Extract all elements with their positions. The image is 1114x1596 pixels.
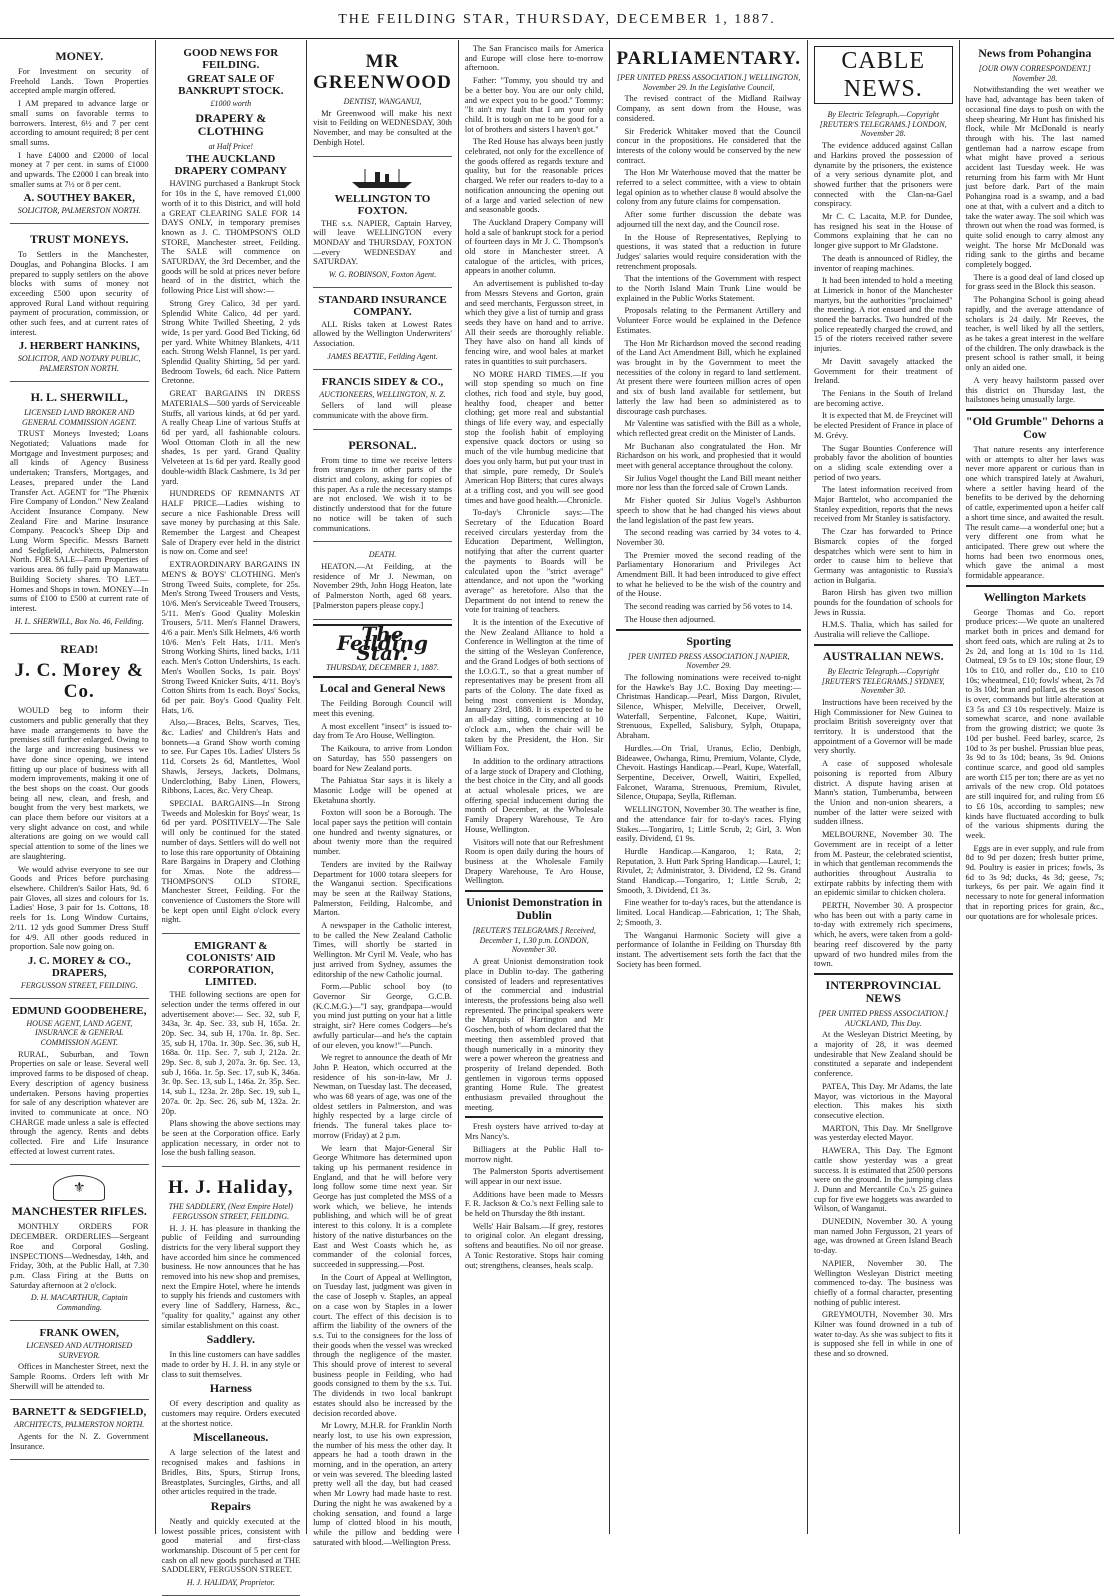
news-item: Tenders are invited by the Railway Department for 1000 totara sleepers for the Wanganui section. Specifications may be seen at the Railway Stations, Palmerston, Feilding, Halcombe, and Marton. [313, 859, 452, 918]
news-item: In the House of Representatives, Replying to questions, it was stated that a reduction in future Judges' salaries would require consideration with the retrenchment proposals. [616, 232, 801, 271]
ad-greenwood [313, 44, 452, 157]
news-item: The Fenians in the South of Ireland are becoming active. [813, 388, 953, 408]
ad-sherwill [10, 385, 149, 634]
ad-heading: MONEY. [55, 49, 104, 63]
ad-heading: EMIGRANT & COLONISTS' AID CORPORATION, LIMITED. [186, 940, 276, 989]
news-item: The Sugar Bounties Conference will probably favor the abolition of bounties on a sliding scale extending over a period of two years. [813, 443, 953, 482]
news-item: NO MORE HARD TIMES.—If you will stop spending so much on fine clothes, rich food and style, buy good, healthy food, cheaper and better clothing; get more real and substantial things of life every way, and especially stop the foolish habit of employing expensive quack doctors or using so much of the vile humbug medicine that does you only harm, but put your trust in that simple, pure remedy, Dr Soule's American Hop Bitters; that cures always at a trifling cost, and you will see good times and have good health.—Chronicle. [464, 369, 604, 505]
ad-auckland-drapery [162, 44, 301, 934]
ad-text: Agents for the N. Z. Government Insurance. [10, 1432, 149, 1451]
ad-heading: Repairs [210, 1498, 251, 1513]
ad-text: TRUST Moneys Invested; Loans Negotiated; Valuations made for Mortgage and Investment purposes; and all kinds of Agency Business undertaken; Transfers, Mortgages, and Leases, prepared under the Land Transfer Act. AGENT for "The Phœnix Fire Company of London." New Zealand Accident Insurance Company. New Zealand Fire and Marine Insurance Company. Peacock's Sheep Dip and Lung Worm Specific. Messrs Barnett and Sedgfield, Architects, Palmerston North. FOR SALE—Farm Properties of various area. 86 fully paid up Manawatu Building Society shares. TO LET—Homes and Shops in town. MONEY—In sums of £100 to £500 at current rate of interest. [10, 429, 149, 613]
news-item: That the intentions of the Government with respect to the North Island Main Trunk Line would be explained in the Public Works Statement. [616, 274, 801, 303]
news-item: The second reading was carried by 34 votes to 4. November 30. [616, 528, 801, 547]
notice-text: HEATON.—At Feilding, at the residence of Mr J. Newman, on November 29th, John Hogg Heaton, late of Palmerston North, aged 68 years. [Palmerston papers please copy.] [313, 561, 452, 610]
news-item: The Red House has always been justly celebrated, not only for the excellence of the goods offered as regards texture and quality, but for the reasonable prices charged. We refer our readers to-day to a notification announcing the opening out of a large and varied selection of new and seasonable goods. [464, 137, 604, 215]
news-item: GREYMOUTH, November 30. Mrs Kilner was found drowned in a tub of water to-day. As she was subject to fits it is supposed she fell in while in one of these and so drowned. [813, 1310, 953, 1359]
section-heading: Wellington Markets [983, 589, 1086, 604]
news-item: Mr Lowry, M.H.R. for Franklin North nearly lost, to use his own expression, the number of his mess the other day. It appears he had a tooth drawn in the morning, and in the operation, an artery or vein was severed. The bleeding lasted pretty well all the day, but had ceased when Mr Lowry had made haste to rest. During the night he was awakened by a choking sensation, and found a large lump of clotted blood in his mouth, while the pillow and bedding were saturated with blood.—Wellington Press. [313, 1421, 452, 1547]
ad-heading: FRANCIS SIDEY & CO., [321, 375, 444, 388]
news-item: Eggs are in ever supply, and rule from 8d to 9d per dozen; fresh butter prime, 9d. Poultry is easier in prices; fowls, 3s 6d to 3s 9d; ducks, 4s 3d; geese, 7s; turkeys, 6s per pair. We again find it necessary to note for general information that in reporting prices for grain, &c., our quotations are for wholesale prices. [965, 843, 1105, 921]
divider [966, 585, 1105, 587]
news-item: Baron Hirsh has given two million pounds for the foundation of schools for Jews in Russia. [813, 588, 953, 617]
ad-subheading: AUCTIONEERS, WELLINGTON, N. Z. [319, 389, 446, 399]
divider [465, 890, 604, 892]
news-item: We regret to announce the death of Mr John P. Heaton, which occurred at the residence of his son-in-law, Mr J. Newman, on Tuesday last. The deceased, who was 68 years of age, was one of the oldest settlers in Palmerston, and was highly respected by a large circle of friends. The funeral takes place to-morrow (Friday) at 2 p.m. [313, 1053, 452, 1140]
section-heading: AUSTRALIAN NEWS. [822, 648, 944, 663]
ad-text: THE s.s. NAPIER, Captain Harvey, will leave WELLINGTON every MONDAY and THURSDAY, FOXTON—every WEDNESDAY and SATURDAY. [313, 218, 452, 267]
news-item: The Wanganui Harmonic Society will give a performance of Iolanthe in Feilding on Thursday 8th instant. The advertisement sets forth the fact that the Society has been formed. [616, 930, 801, 969]
ad-heading: Saddlery. [206, 1332, 255, 1347]
news-item: The Premier moved the second reading of the Parliamentary Honorarium and Privileges Act Amendment Bill. It had been introduced to give effect to what he believed to be the wish of the country and of the House. [616, 550, 801, 599]
news-item: The Czar has forwarded to Prince Bismarck copies of the forged despatches which were sent to him in order to cause him to believe that Germany was antagonistic to Russia's action in Bulgaria. [813, 527, 953, 585]
news-item: The evidence adduced against Callan and Harkins proved the possession of dynamite by the prisoners, the existence of a very serious dynamite plot, and showed further that the prisoners were connected with the Clan-na-Gael conspiracy. [813, 141, 953, 209]
ad-text: Also,—Braces, Belts, Scarves, Ties, &c. Ladies' and Children's Hats and bonnets—a Grand Show worth coming to see. Fur Capes 10s. Ladies' Ulsters 5s 11d. Corsets 2s 6d, Mantlettes, Wool Shawls, Jerseys, Jackets, Dolmans, Underclothing, Baby Linen, Flowers, Ribbons, Laces, &c. Very Cheap. [161, 718, 301, 796]
column-6 [808, 40, 960, 1534]
news-item: To-day's Chronicle says:—The Secretary of the Education Board received circulars yesterday from the Education Department, Wellington, notifying that after the current quarter the payments to Boards will be calculated upon the "strict average" attendance, and not upon the "working average" as heretofore. Also that the Department do not intend to renew the vote for training of teachers. [464, 508, 604, 615]
divider [966, 409, 1105, 411]
news-item: The Hon Mr Waterhouse moved that the matter be referred to a select committee, with a view to obtain legal opinion as to whether clause 8 would absolve the colony from any future claims for compensation. [616, 168, 801, 207]
news-item: It is expected that M. de Freycinet will be elected President of France in place of M. Grévy. [813, 411, 953, 440]
divider [616, 629, 801, 631]
news-item: H.M.S. Thalia, which has sailed for Australia will relieve the Calliope. [813, 620, 953, 640]
ad-heading: H. L. SHERWILL, [30, 389, 128, 404]
news-item: PATEA, This Day. Mr Adams, the late Mayor, was victorious in the Mayoral election. This makes his sixth consecutive election. [813, 1081, 953, 1120]
ad-text: GREAT BARGAINS IN DRESS MATERIALS—500 yards of Serviceable Stuffs, all various kinds, at 6d per yard. A really Cheap Line of various Stuffs at 6d per yard, all fashionable colours. Wool Ottoman Cloth in all the new shades, 1s per yard. Grand Quality Velveteen at 1s 6d per yard. Really good double-width Black Cashmere, 1s 3d per yard. [161, 389, 301, 486]
ad-text: HAVING purchased a Bankrupt Stock for 10s in the £, have removed £1,000 worth of it to this District, and will hold a GREAT CLEARING SALE FOR 14 DAYS ONLY, in temporary premises known as J. C. THOMPSON'S OLD STORE, Manchester street, Feilding. The SALE will commence on SATURDAY, the 3rd December, and the goods will be sold at prices never before heard of in the district, which the following Price List will show:— [161, 179, 301, 296]
column-7 [960, 40, 1111, 1534]
ad-text: MONTHLY ORDERS FOR DECEMBER. ORDERLIES—Sergeant Roe and Corporal Gosling. INSPECTIONS—Wednesday, 14th, and Friday, 30th, at the Public Hall, at 7.30 p.m. Class Firing at the Butts on Saturday afternoon at 2 o'clock. [10, 1222, 149, 1290]
divider [313, 676, 452, 678]
news-item: In the Court of Appeal at Wellington, on Tuesday last, judgment was given in the case of Joseph v. Staples, an appeal on a case won by Staples in a lower court. The effect of this decision is to affirm the liability of the owners of the s.s. Tui to the consignees for the loss of their goods when the vessel was wrecked through the negligence of the master. This should prove of interest to several business people in Feilding, who had goods consigned to them by the s.s. Tui. The dividends in two local bankrupt estates should also be increased by the decision recorded above. [313, 1272, 452, 1418]
ad-advertiser: EDMUND GOODBEHERE, [12, 1004, 147, 1017]
news-item: It is the intention of the Executive of the New Zealand Alliance to hold a Conference in Wellington at the time of the sitting of the Wesleyan Conference, and the Grand Lodges of both sections of the I.O.G.T., so that a great number of representatives may be present from all parts of the Colony. The date fixed as being most convenient is Monday, January 23rd, 1888. It is expected to be an all-day sitting, commencing at 10 o'clock a.m., when the chair will be taken by the President, the Hon. Sir William Fox. [464, 618, 604, 754]
ad-text: I AM prepared to advance large or small sums on favorable terms to borrowers. Interest, 6½ and 7 per cent according to amount required; 8 per cent small sums. [10, 99, 149, 147]
news-item: The Pahiatua Star says it is likely a Masonic Lodge will be opened at Eketahuna shortly. [313, 776, 452, 805]
section-heading: CABLE NEWS. [814, 46, 953, 104]
column-1 [4, 40, 156, 1534]
news-item: An advertisement is published to-day from Messrs Stevens and Gorton, grain and seed merchants, Fergusson street, in which they give a list of turnip and grass seeds they have on hand and to arrive. All their seeds are thoroughly reliable. They have also on hand all kinds of fencing wire, and wool bales at market rates in quantities to suit purchasers. [464, 279, 604, 366]
ad-steamer [313, 160, 452, 288]
divider [465, 1116, 604, 1118]
ad-heading: STANDARD INSURANCE COMPANY. [318, 293, 447, 318]
news-item: After some further discussion the debate was adjourned till the next day, and the Council rose. [616, 210, 801, 229]
news-item: The Palmerston Sports advertisement will appear in our next issue. [464, 1167, 604, 1186]
news-item: The Feilding Borough Council will meet this evening. [313, 699, 452, 719]
news-item: Sir Frederick Whitaker moved that the Council concur in the propositions. He considered that the interests of the colony would be conserved by the new contract. [616, 126, 801, 165]
ad-text: I have £4000 and £2000 of local money at 7 per cent. in sums of £1000 and upwards. The £2000 I can break into smaller sums at 7½ or 8 per cent. [10, 150, 149, 189]
ad-signature: W. G. ROBINSON, Foxton Agent. [328, 270, 437, 280]
newspaper-nameplate: The Feilding Star. [336, 621, 429, 665]
section-subheading: [OUR OWN CORRESPONDENT.] November 28. [978, 64, 1091, 83]
news-item: DUNEDIN, November 30. A young man named John Fergusson, 21 years of age, was drowned at Green Island Beach to-day. [813, 1217, 953, 1256]
column-2 [156, 40, 308, 1588]
section-subheading: [REUTER'S TELEGRAMS.] Received, December 1, 1.30 p.m. LONDON, November 30. [472, 926, 596, 955]
ad-sidey [313, 373, 452, 430]
ad-heading: TRUST MONEYS. [30, 232, 129, 247]
news-item: The revised contract of the Midland Railway Company, as sent down from the House, was considered. [616, 94, 801, 123]
news-item: Mr Davitt savagely attacked the Government for their treatment of Ireland. [813, 356, 953, 386]
ad-advertiser: J. HERBERT HANKINS, [18, 340, 140, 353]
ad-advertiser: J. C. Morey & Co. [14, 660, 144, 703]
news-item: HAWERA, This Day. The Egmont cattle show yesterday was a great success. It is estimated that 2500 persons were on the ground. In the jumping class J. Dunn and Mercantile Co.'s 25 guinea cup for five ewe hoggets was awarded to Wilson, of Wanganui. [813, 1146, 953, 1214]
ad-heading: Miscellaneous. [193, 1430, 269, 1445]
masthead-title: THE FEILDING STAR, THURSDAY, DECEMBER 1, 1887. [338, 12, 776, 27]
ad-text: Neatly and quickly executed at the lowest possible prices, consistent with good material and first-class workmanship. Discount of 5 per cent for cash on all new goods purchased at THE SADDLERY, FERGUSSON STREET. [161, 1516, 301, 1575]
ad-heading: MANCHESTER RIFLES. [11, 1204, 147, 1219]
ad-text: HUNDREDS OF REMNANTS AT HALF PRICE—Ladies wishing to secure a nice Fashionable Dress will save money by purchasing at this Sale. Remember the Largest and Cheapest Sale of Drapery ever held in the district is now on. Come and see! [161, 489, 301, 557]
ad-subheading: £1000 worth [210, 99, 252, 108]
ad-text: Strong Grey Calico, 3d per yard. Splendid White Calico, 4d per yard. Strong White Twilled Sheeting, 2 yds wide, 1s per yard. Good Bed Ticking, 6d per yard. White Whitney Blankets, 4/11 each. Strong Welsh Flannel, 1s per yard. Splendid Quality Shirting, 5d per yard. Bedroom Towels, 6d each. Nice Pattern Cretonne. [161, 298, 301, 386]
ad-barnett [10, 1403, 149, 1460]
ad-text: In this line customers can have saddles made to order by H. J. H. in any style or class to suit themselves. [161, 1350, 301, 1379]
news-item: WELLINGTON, November 30. The weather is fine, and the attendance fair for to-day's races. Flying Stakes.—Tongariro, 1; Little Scrub, 2; Girl, 3. Won easily. Dividend, £1 9s. [616, 805, 801, 844]
ad-text: A large selection of the latest and recognised makes and fashions in Bridles, Bits, Spurs, Stirrup Irons, Breastplates, Surcingles, Girths, and all other articles required in the trade. [161, 1448, 301, 1497]
section-subheading: [PER UNITED PRESS ASSOCIATION.] AUCKLAND, This Day. [818, 1008, 949, 1028]
ad-trust-moneys [10, 227, 149, 382]
ad-subheading: DENTIST, WANGANUI, [343, 97, 422, 106]
news-item: The latest information received from Major Barttelot, who accompanied the Stanley expedition, reports that the news received from Mr Stanley is satisfactory. [813, 485, 953, 524]
news-item: MARTON, This Day. Mr Snellgrove was yesterday elected Mayor. [813, 1123, 953, 1143]
ad-text: ALL Risks taken at Lowest Rates allowed by the Wellington Underwriters' Association. [313, 319, 452, 349]
news-item: A very heavy hailstorm passed over this district on Thursday last, the hailstones being unusually large. [965, 375, 1105, 405]
news-item: NAPIER, November 30. The Wellington Wesleyan District meeting commenced to-day. The business was chiefly of a formal character, presenting nothing of public interest. [813, 1258, 953, 1307]
news-item: Visitors will note that our Refreshment Room is open daily during the hours of business at the Wholesale Family Drapery Warehouse, Te Aro House, Wellington. [464, 837, 604, 886]
news-item: George Thomas and Co. report produce prices:—We quote an unaltered market both in prices and demand for short feed oats, which are ruling at 2s to 2s 2d, and long at 1s 10d to 1s 11d. Oatmeal, £9 5s to £9 10s; stone flour, £9 10s to £10, and roller do., £10 to £10 10s; wheatmeal, £10; fowls' wheat, 2s 7d to 3s 10d; bran and pollard, as the season is over, commands but little alteration at £3 5s and £3 10s respectively. Maize is somewhat scarce, and none available from the growing district; we quote 3s 10d per bushel. Feed barley, scarce, 2s 10d to 3s per bushel. Prussian blue peas, 3s 9d to 3s 10d; beans, 3s 9d. Onions continue scarce, and good old samples are worth £15 per ton; there are as yet no arrivals of the new crop. Old potatoes are still inquired for, and ruling from £6 to £6 10s, according to samples; new kinds have fluctuated according to bulk of the various shipments during the week. [965, 607, 1105, 840]
section-heading: Unionist Demonstration in Dublin [466, 895, 603, 923]
ad-advertiser-title: SOLICITOR, AND NOTARY PUBLIC, PALMERSTON NORTH. [17, 354, 141, 374]
ad-advertiser-title: SOLICITOR, PALMERSTON NORTH. [17, 206, 141, 216]
news-item: MELBOURNE, November 30. The Government are in receipt of a letter from M. Pasteur, the celebrated scientist, in which that gentleman recommends the authorities throughout Australia to extirpate rabbits by infecting them with an epidemic similar to chicken cholera. [813, 830, 953, 898]
section-heading: PARLIAMENTARY. [616, 48, 801, 69]
ad-text: THE following sections are open for selection under the terms offered in our advertisement above:— Sec. 32, sub F, 343a, 3r. 4p. Sec. 33, sub H, 165a. 2r. 20p. Sec. 34, sub H, 170a. 1r. 8p. Sec. 35, sub H, 170a. 1r. 30p. Sec. 36, sub H, 168a. 0r. 11p. Sec. 7, sub J, 212a. 2r. 29p. Sec. 8, sub J, 207a. 3r. 6p. Sec. 13, sub J, 166a. 1r. 5p. Sec. 17, sub K, 346a. 3r. 0p. Sec. 13, sub L, 146a. 2r. 35p. Sec. 14, sub L, 123a. 2r. 28p. Sec. 19, sub L, 207a. 0r. 2p. Sec. 26, sub M, 132a. 2r. 20p. [161, 990, 301, 1116]
news-item: The House then adjourned. [624, 614, 716, 624]
news-item: Sir Julius Vogel thought the Land Bill meant neither more nor less than the forced sale of Crown Lands. [616, 473, 801, 493]
ad-heading: GREAT SALE OF BANKRUPT STOCK. [178, 73, 284, 97]
ad-text: We would advise everyone to see our Goods and Prices before purchasing elsewhere. Children's Sailor Hats, 9d. 6 pair Gloves, all sizes and colours for 1s. Ladies' Hose, 3 pair for 1s. Cottons, 18 reels for 1s. Long Window Curtains, 2/11. 12 yds good Summer Dress Stuff for 4/9. All other goods reduced in proportion. Sale now going on. [10, 864, 149, 952]
news-item: Fresh oysters have arrived to-day at Mrs Nancy's. [464, 1122, 604, 1142]
ad-subheading: THE SADDLERY, (Next Empire Hotel) FERGUSSON STREET, FEILDING. [168, 1202, 293, 1221]
news-item: The Hon Mr Richardson moved the second reading of the Land Act Amendment Bill, which he explained was brought in by the Government to meet the necessities of the colony in regard to land settlement. At present there were fourteen million acres of open and six of bush land available for settlement, but latterly the law had been so administered as to discourage cash purchases. [616, 338, 801, 416]
ad-heading: PERSONAL. [348, 437, 417, 452]
ad-advertiser: A. SOUTHEY BAKER, [23, 192, 135, 205]
news-item: The San Francisco mails for America and Europe will close here to-morrow afternoon. [464, 44, 604, 73]
ad-heading: DRAPERY & CLOTHING [195, 110, 267, 138]
news-item: That nature resents any interference with or attempts to alter her laws was never more apparent or curious than in one which transpired lately at Awahuri, where a settler having heard of the benefits to be derived by the dehorning of cattle, experimented upon a heifer calf a short time since, and awaited the result. The result came—a wonderful one; but a very different one from what he anticipated. There grew out where the horns had been two enormous ones, which gave the animal a most formidable appearance. [965, 444, 1105, 581]
ad-heading: Harness [209, 1381, 252, 1396]
ad-subheading: LICENSED AND AUTHORISED SURVEYOR. [26, 1340, 133, 1360]
news-item: Hurdle Handicap.—Kangaroo, 1; Rata, 2; Reputation, 3. Hutt Park Spring Handicap.—Laurel, 1; Rivulet, 2; Administrator, 3. Dividend, £2 9s. Grand Stand Handicap.—Tongariro, 1; Little Scrub, 2; Smooth, 3. Dividend, £1 3s. [616, 846, 801, 895]
ad-standard-insurance [313, 291, 452, 370]
news-item: Notwithstanding the wet weather we have had, advantage has been taken of occasional fine days to push on with the sheep shearing. Mr Hunt has finished his flock, while Mr McDonald is nearly through with his. The last named gentleman had a narrow escape from what might have proved a serious accident last Tuesday week. He was returning from his farm with Mr Hunt just before dark. Part of the main Pohangina road is a swamp, and a bad one at that, with a culvert and a ditch to take the water away. The soil which was thrown out when the road was formed, is quite solid enough to carry almost any weight. The horse Mr McDonald was riding sank to the girths and became completely bogged. [965, 85, 1105, 270]
ad-money [10, 44, 149, 224]
ad-advertiser: BARNETT & SEDGFIELD, [12, 1406, 147, 1419]
news-item: Wells' Hair Balsam.—If grey, restores to original color. An elegant dressing, softens and beautifies. No oil nor grease. A Tonic Restorative. Stops hair coming out; strengthens, cleanses, heals scalp. [464, 1221, 604, 1270]
section-heading: Sporting [686, 633, 732, 648]
ad-text: To Settlers in the Manchester, Douglas, and Pohangina Blocks. I am prepared to supply settlers on the above blocks with sums of money not exceeding £500 upon security of approved Rural Land without requiring payment of procuration, commission, or other such fees, and at current rates of interest. [10, 250, 149, 337]
ad-advertiser: FRANK OWEN, [39, 1326, 119, 1339]
ad-address: FERGUSSON STREET, FEILDING. [20, 980, 138, 990]
ad-text: EXTRAORDINARY BARGAINS IN MEN'S & BOYS' CLOTHING. Men's Strong Tweed Suits, complete, for 25s. Men's Strong Tweed Trousers and Vests, 10/6. Men's Serviceable Tweed Trousers, 5/11. Men's Good Quality Moleskin Trousers, 5/11. Men's Flannel Drawers, 4/6 a pair. Men's Silk Helmets, 4/6 worth 10/6. Men's Felt Hats, 1/11. Men's Strong Working Shirts, lined backs, 1/11 each. Men's Cotton Undershirts, 1s each. Men's Woollen Socks, 1s pair. Boys' Strong Tweed Knicker Suits, 4/11. Boy's Cotton Shirts from 1s each. Boys' Socks, 6d per pair. Boy's Good Quality Felt Hats, 1/6. [161, 560, 301, 715]
ad-goodbehere [10, 1002, 149, 1166]
news-item: Form.—Public school boy (to Governor Sir George, G.C.B. (K.C.M.G.)—"I say, grandpapa—would you mind just putting on your hat a little straight, sir? Here comes Codgers—he's awfully particular—and he's the captain of our eleven, you know!"—Punch. [313, 982, 452, 1050]
news-item: The following nominations were received to-night for the Hawke's Bay J.C. Boxing Day meeting:— Christmas Handicap.—Pearl, Miss Dargon, Rivulet, Silence, Whisper, Melville, Deceiver, Orwell, Waterfall, Serpentine, Falconet, Kupe, Waitiri, Strenuous, Expelled, Salisbury, Sylph, Otupapa, Abraham. [616, 672, 801, 741]
news-item: Foxton will soon be a Borough. The local paper says the petition will contain one hundred and twenty signatures, or about twenty more than the required number. [313, 808, 452, 857]
news-item: Mr C. C. Lacaita, M.P. for Dundee, has resigned his seat in the House of Commons explaining that he can no longer give support to Mr Gladstone. [813, 212, 953, 251]
ad-text: From time to time we receive letters from strangers in other parts of the district and colony, asking for copies of this paper. As a rule the necessary stamps are not enclosed. We wish it to be distinctly understood that for the future no notice will be taken of such communications. [313, 455, 452, 533]
ad-text: For Investment on security of Freehold Lands. Town Properties accepted ample margin offered. [10, 67, 149, 96]
ad-owen [10, 1324, 149, 1401]
section-subheading: [PER UNITED PRESS ASSOCIATION.] NAPIER, November 29. [628, 651, 790, 671]
section-subheading: By Electric Telegraph.—Copyright [REUTER'S TELEGRAMS.] SYDNEY, November 30. [821, 666, 945, 696]
news-item: A most excellent "insect" is issued to-day from Te Aro House, Wellington. [313, 721, 452, 741]
news-item: Proposals relating to the Permanent Artillery and Volunteer Force would be explained in the Defence Estimates. [616, 306, 801, 335]
ad-advertiser: H. J. Haliday, [168, 1177, 294, 1199]
ad-text: Mr Greenwood will make his next visit to Feilding on WEDNESDAY, 30th November, and may be consulted at the Denbigh Hotel. [313, 108, 452, 147]
ad-text: RURAL, Suburban, and Town Properties on sale or lease. Several well improved farms to be disposed of cheap. Every description of agency business undertaken. Persons having properties for sale of any description whatever are invited to communicate at once. NO CHARGE made unless a sale is effected through the agency. Rents and debts collected. Fire and Life Insurance effected at lowest current rates. [10, 1049, 149, 1156]
news-item: The second reading was carried by 56 votes to 14. [624, 602, 793, 612]
news-item: There is a good deal of land closed up for grass seed in the Block this season. [965, 272, 1105, 292]
divider [814, 973, 953, 975]
news-item: Fine weather for to-day's races, but the attendance is limited. Local Handicap.—Fabrication, 1; The Shah, 2; Smooth, 3. [616, 898, 801, 927]
ad-signature: JAMES BEATTIE, Feilding Agent. [327, 351, 438, 361]
ad-signature: H. J. HALIDAY, Proprietor. [186, 1578, 275, 1588]
section-subheading: By Electric Telegraph.—Copyright [REUTER'S TELEGRAMS.] LONDON, November 28. [819, 110, 947, 139]
news-item: Father: "Tommy, you should try and be a better boy. You are our only child, and we expect you to be good." Tommy: "It ain't my fault that I am your only child. It is tough on me to be good for a lot of brothers and sisters I haven't got." [464, 76, 604, 134]
news-item: At the Wesleyan District Meeting, by a majority of 28, it was deemed undesirable that New Zealand should be constituted a separate and independent conference. [813, 1030, 953, 1079]
ad-subheading: ARCHITECTS, PALMERSTON NORTH. [14, 1420, 145, 1430]
nameplate-date: THURSDAY, DECEMBER 1, 1887. [325, 662, 439, 672]
ad-haliday [162, 1170, 301, 1596]
ad-emigrant-corporation [162, 937, 301, 1167]
news-item: Instructions have been received by the High Commissioner for New Guinea to proclaim British sovereignty over that territory. It is understood that the appointment of a Governor will be made very shortly. [813, 697, 953, 756]
rifles-crest-icon: ⚜ [53, 1175, 105, 1201]
news-item: A great Unionist demonstration took place in Dublin to-day. The gathering consisted of leaders and representatives of the commercial and industrial interests, the professions being also well represented. The principal speakers were the Marquis of Hartington and Mr Goschen, both of whom declared that the meeting then assembled proved that though numerically in a minority they were a power whereon the greatness and prosperity of Ireland depended. Both gentlemen in vigorous terms opposed granting Home Rule. The greatest enthusiasm prevailed throughout the meeting. [464, 957, 604, 1112]
ad-text: WOULD beg to inform their customers and public generally that they have made arrangements to have the premises still further enlarged. Owing to the large and increasing business we have done since opening, we intend fitting up our place of business with all modern improvements, making it one of the best shops on the coast. Our goods being all new, clean, and fresh, and bought from the very best markets, we can place them before our visitors at a very slight advance on cost, and while alterations are going on we would call special attention to some of the lines we are slaughtering. [10, 706, 149, 861]
news-item: Billiagers at the Public Hall to-morrow night. [464, 1144, 604, 1164]
news-item: Mr Fisher quoted Sir Julius Vogel's Ashburton speech to show that he had changed his views about the land legislation of the past few years. [616, 496, 801, 525]
ad-subheading: LICENSED LAND BROKER AND GENERAL COMMISSION AGENT. [22, 407, 137, 427]
news-item: PERTH, November 30. A prospector who has been out with a party came in to-day with extremely rich specimens, which, he avers, were taken from a gold-bearing reef discovered by the party upward of two hundred miles from the town. [813, 901, 953, 969]
ad-advertiser: J. C. MOREY & CO., DRAPERS, [27, 954, 131, 979]
column-4 [459, 40, 611, 1534]
steamship-icon [347, 167, 417, 189]
ad-advertiser: THE AUCKLAND DRAPERY COMPANY [174, 153, 287, 178]
news-item: A case of supposed wholesale poisoning is reported from Albury district. A dispute having arisen at Mann's station, Tumberumba, between the Union and non-union shearers, a number of the latter were seized with sudden illness. [813, 759, 953, 827]
news-item: Mr Valentine was satisfied with the Bill as a whole, which reflected great credit on the Minister of Lands. [616, 419, 801, 438]
ad-text: SPECIAL BARGAINS—In Strong Tweeds and Moleskin for Boys' wear, 1s 6d per yard. POSITIVELY—The Sale will only be continued for the stated number of days. Settlers will do well not to lose this rare opportunity of Obtaining Rare Bargains in Drapery and Clothing for Xmas. Note the address—THOMPSON'S OLD STORE, Manchester Street, Feilding. For the convenience of Customers the Store will be kept open until Eight o'clock every night. [161, 799, 301, 925]
news-item: The Pohangina School is going ahead rapidly, and the average attendance of scholars is 24 daily. Mr Reeves, the teacher, is well liked by all the settlers, as he takes a great interest in the welfare of the children. The only drawback is the present school is rather small, it being only an aided one. [965, 295, 1105, 373]
masthead [0, 0, 1114, 39]
ad-text: Plans showing the above sections may be seen at the Corporation office. Early application necessary, in order not to lose the bush falling season. [161, 1119, 301, 1158]
column-3 [307, 40, 459, 1547]
newspaper-columns [4, 40, 1110, 1588]
news-item: Hurdles.—On Trial, Uranus, Eclio, Denbigh, Bideawee, Owhanga, Rimu, Premium, Volante, Clyde, Chevoit. Hastings Handicap.—Pearl, Kupe, Waterfall, Serpentine, Deceiver, Orwell, Waitiri, Expelled, Falconet, Warama, Strenuous, Premium, Rivulet, Silence, Otupapa, Seylla, Rifleman. [616, 743, 801, 802]
ad-text: H. J. H. has pleasure in thanking the public of Feilding and surrounding districts for the very liberal support they have accorded him since he commenced business. He now announces that he has removed into his new shop and premises, next the Empire Hotel, where he intends to supply his friends and customers with every line of Saddlery, Harness, &c., "quality for quality," against any other similar establishment on this coast. [161, 1223, 301, 1330]
news-item: Additions have been made to Messrs F. R. Jackson & Co.'s next Felling sale to be held on Thursday the 8th instant. [464, 1189, 604, 1219]
news-item: The Auckland Drapery Company will hold a sale of bankrupt stock for a period of fourteen days in Mr J. C. Thompson's old store in Manchester street. A catalogue of the articles, with prices, appears in another column. [464, 217, 604, 276]
ad-personal [313, 433, 452, 543]
column-5 [610, 40, 808, 1534]
news-item: The death is announced of Ridley, the inventor of reaping machines. [813, 253, 953, 273]
ad-heading: GOOD NEWS FOR FEILDING. [183, 47, 279, 71]
section-heading: "Old Grumble" Dehorns a Cow [965, 413, 1104, 441]
ad-signature: D. H. MACARTHUR, Captain Commanding. [30, 1293, 128, 1313]
notice-heading: DEATH. [368, 550, 397, 560]
news-item: Mr Buchanan also congratulated the Hon. Mr Richardson on his work, and prophesied that it would meet with general acceptance throughout the colony. [616, 441, 801, 471]
ad-text: Of every description and quality as customers may require. Orders executed at the shortest notice. [161, 1399, 301, 1428]
section-heading: News from Pohangina [978, 46, 1092, 60]
ad-text: Sellers of land will please communicate with the above firm. [313, 401, 452, 420]
news-item: In addition to the ordinary attractions of a large stock of Drapery and Clothing, the best choice in the City, and all goods at actual wholesale prices, we are offering special inducement during the month of December, at the Wholesale Family Drapery Warehouse, Te Aro House, Wellington. [464, 756, 604, 834]
section-subheading: [PER UNITED PRESS ASSOCIATION.] WELLINGTON, November 29. In the Legislative Council, [616, 73, 801, 92]
news-item: The Kaikoura, to arrive from London on Saturday, has 550 passengers on board for New Zealand ports. [313, 744, 452, 773]
ad-address: H. L. SHERWILL, Box No. 46, Feilding. [14, 616, 144, 626]
ad-heading: WELLINGTON TO FOXTON. [334, 192, 431, 217]
notice-death [313, 545, 452, 619]
ad-subheading: HOUSE AGENT, LAND AGENT, INSURANCE & GENERAL COMMISSION AGENT. [26, 1018, 133, 1048]
news-item: It had been intended to hold a meeting at Limerick in honor of the Manchester martyrs, but the authorities "proclaimed" the meeting. A riot ensued and the mob stoned the barracks. Two hundred of the police repeatedly charged the crowd, and 15 of the rioters received rather severe injuries. [813, 276, 953, 354]
ad-subheading: at Half Price! [208, 141, 254, 151]
ad-text: Offices in Manchester Street, next the Sample Rooms. Orders left with Mr Sherwill will be attended to. [10, 1362, 149, 1391]
ad-advertiser: MR GREENWOOD [313, 51, 452, 93]
section-heading: INTERPROVINCIAL NEWS [825, 977, 941, 1005]
ad-manchester-rifles [10, 1168, 149, 1320]
news-item: A newspaper in the Catholic interest, to be called the New Zealand Catholic Times, will shortly be started in Wellington. Mr Cyril M. Veale, who has just arrived from Sydney, assumes the editorship of the new Catholic journal. [313, 921, 452, 979]
news-item: We learn that Major-General Sir George Whitmore has determined upon taking up his permanent residence in England, and that he will before very long follow some time next year. Sir George has just completed the MSS of a work which, we believe, he intends publishing, and which will be of great interest to this colony. It is a complete history of the native disturbances on the East and West Coasts which he, as commander of the colonial forces, succeeded in suppressing.—Post. [313, 1143, 452, 1269]
ad-heading: READ! [60, 642, 99, 657]
divider [814, 644, 953, 646]
ad-morey [10, 637, 149, 998]
section-heading: Local and General News [319, 681, 446, 696]
